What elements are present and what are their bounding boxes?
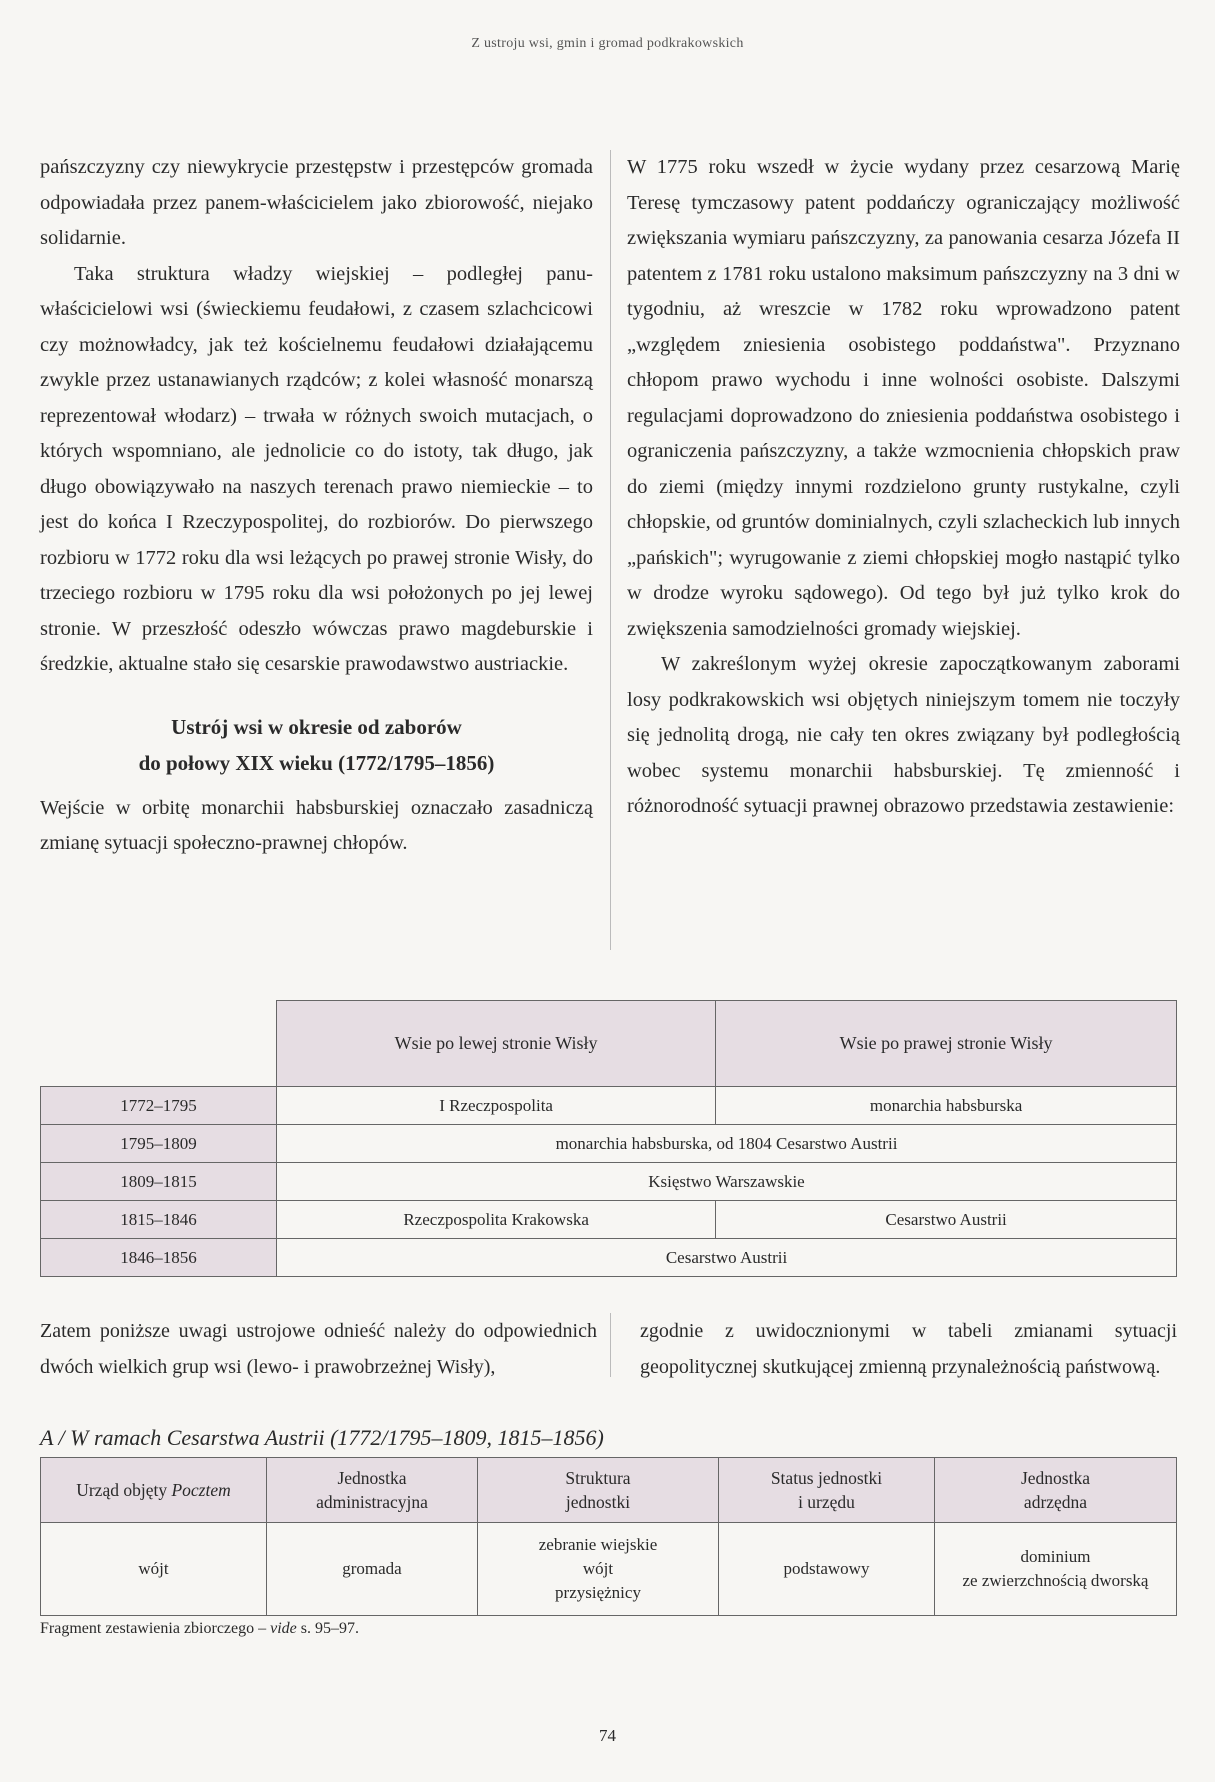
header-status-line2: i urzędu (798, 1492, 855, 1512)
superior-line2: ze zwierzchnością dworską (962, 1571, 1149, 1590)
running-head: Z ustroju wsi, gmin i gromad podkrakowskich (471, 36, 744, 51)
section-a-title: A / W ramach Cesarstwa Austrii (1772/1795–1809, 1815–1856) (40, 1425, 604, 1450)
superior-line1: dominium (1020, 1547, 1091, 1566)
section-heading (40, 709, 593, 781)
caption-text: Fragment zestawienia zbiorczego – (40, 1620, 271, 1637)
table-caption (40, 1620, 359, 1638)
right-column (627, 150, 1180, 825)
table-row (41, 1201, 1177, 1239)
column-divider (610, 150, 611, 950)
header-office (41, 1458, 267, 1523)
header-unit-line1: Jednostka (337, 1468, 407, 1488)
header-superior-line1: Jednostka (1020, 1468, 1091, 1488)
section-heading-line2: do połowy XIX wieku (1772/1795–1856) (138, 750, 495, 775)
header-superior-line2: adrzędna (1023, 1492, 1088, 1512)
header-unit-line2: administracyjna (316, 1492, 428, 1512)
history-table-header (41, 1001, 1177, 1087)
both-banks-cell: Księstwo Warszawskie (277, 1163, 1177, 1201)
bottom-column-divider (610, 1313, 611, 1377)
table-row (41, 1163, 1177, 1201)
structure-line3: przysiężnicy (555, 1583, 641, 1602)
structure-cell (478, 1523, 719, 1616)
header-structure (478, 1458, 719, 1523)
header-unit (267, 1458, 478, 1523)
header-superior (935, 1458, 1177, 1523)
section-heading-line1: Ustrój wsi w okresie od zaborów (171, 714, 462, 739)
caption-italic: vide (270, 1620, 297, 1637)
header-structure-line2: jednostki (565, 1492, 631, 1512)
table-row (41, 1239, 1177, 1277)
period-cell: 1815–1846 (41, 1201, 277, 1239)
status-table-header (41, 1458, 1177, 1523)
both-banks-cell: monarchia habsburska, od 1804 Cesarstwo Austrii (277, 1125, 1177, 1163)
right-bank-cell: monarchia habsburska (716, 1087, 1177, 1125)
status-table (40, 1457, 1177, 1616)
table-row (41, 1523, 1177, 1616)
structure-line1: zebranie wiejskie (538, 1535, 658, 1554)
header-right-bank: Wsie po prawej stronie Wisły (716, 1001, 1177, 1087)
unit-cell: gromada (267, 1523, 478, 1616)
bottom-text-left: Zatem poniższe uwagi ustrojowe odnieść należy do odpowiednich dwóch wielkich grup wsi (lewo- i prawobrzeżnej Wisły), (40, 1320, 597, 1378)
caption-suffix: s. 95–97. (296, 1620, 360, 1637)
header-left-bank: Wsie po lewej stronie Wisły (277, 1001, 716, 1087)
left-paragraph-1: pańszczyzny czy niewykrycie przestępstw i przestępców gromada odpowiadała przez panem-właścicielem jako zbiorowość, niejako solidarnie. (40, 156, 593, 249)
right-bank-cell: Cesarstwo Austrii (716, 1201, 1177, 1239)
right-paragraph-2: W zakreślonym wyżej okresie zapoczątkowanym zaborami losy podkrakowskich wsi objętych niniejszym tomem nie toczyły się jednolitą drogą, nie cały ten okres związany był podległością wobec systemu monarchii habsburskiej. Tę zmienność i różnorodność sytuacji prawnej obrazowo przedstawia zestawienie: (627, 653, 1180, 817)
left-column (40, 150, 593, 862)
period-cell: 1846–1856 (41, 1239, 277, 1277)
header-office-text: Urząd objęty (76, 1480, 172, 1500)
office-cell: wójt (41, 1523, 267, 1616)
header-status-line1: Status jednostki (770, 1468, 883, 1488)
table-row (41, 1087, 1177, 1125)
left-bank-cell: I Rzeczpospolita (277, 1087, 716, 1125)
history-table (40, 1000, 1177, 1277)
history-table-corner (41, 1001, 277, 1087)
right-paragraph-1: W 1775 roku wszedł w życie wydany przez cesarzową Marię Teresę tymczasowy patent poddańczy ograniczający możliwość zwiększania wymiaru pańszczyzny, za panowania cesarza Józefa II patentem z 1781 roku ustalono maksimum pańszczyzny na 3 dni w tygodniu, aż wreszcie w 1782 roku wprowadzono patent „względem zniesienia osobistego poddaństwa". Przyznano chłopom prawo wychodu i inne wolności osobiste. Dalszymi regulacjami doprowadzono do zniesienia poddaństwa osobistego i ograniczenia pańszczyzny, a także wzmocnienia chłopskich praw do ziemi (między innymi rozdzielono grunty rustykalne, czyli chłopskie, od gruntów dominialnych, czyli szlacheckich lub innych „pańskich"; wyrugowanie z ziemi chłopskiej mogło nastąpić tylko w drodze wyroku sądowego). Od tego był już tylko krok do zwiększenia samodzielności gromady wiejskiej. (627, 156, 1180, 640)
left-paragraph-3: Wejście w orbitę monarchii habsburskiej oznaczało zasadniczą zmianę sytuacji społeczno-prawnej chłopów. (40, 796, 593, 854)
left-paragraph-2: Taka struktura władzy wiejskiej – podległej panu-właścicielowi wsi (świeckiemu feudałowi, z czasem szlachcicowi czy możnowładcy, jak też kościelnemu feudałowi działającemu zwykle przez ustanawianych rządców; z kolei własność monarszą reprezentował włodarz) – trwała w różnych swoich mutacjach, o których wspomniano, ale jednolicie co do istoty, tak długo, jak długo obowiązywało na naszych terenach prawo niemieckie – to jest do końca I Rzeczypospolitej, do rozbiorów. Do pierwszego rozbioru w 1772 roku dla wsi leżących po prawej stronie Wisły, do trzeciego rozbioru w 1795 roku dla wsi położonych po jej lewej stronie. W przeszłość odeszło wówczas prawo magdeburskie i średzkie, aktualne stało się cesarskie prawodawstwo austriackie. (40, 262, 593, 675)
bottom-text-right: zgodnie z uwidocznionymi w tabeli zmianami sytuacji geopolitycznej skutkującej zmienną przynależnością państwową. (640, 1320, 1177, 1378)
table-row (41, 1125, 1177, 1163)
page-number: 74 (599, 1726, 616, 1745)
left-bank-cell: Rzeczpospolita Krakowska (277, 1201, 716, 1239)
header-status (719, 1458, 935, 1523)
status-cell: podstawowy (719, 1523, 935, 1616)
period-cell: 1809–1815 (41, 1163, 277, 1201)
superior-cell (935, 1523, 1177, 1616)
structure-line2: wójt (582, 1559, 614, 1578)
header-structure-line1: Struktura (565, 1468, 631, 1488)
header-office-italic: Pocztem (171, 1480, 231, 1500)
period-cell: 1795–1809 (41, 1125, 277, 1163)
both-banks-cell: Cesarstwo Austrii (277, 1239, 1177, 1277)
period-cell: 1772–1795 (41, 1087, 277, 1125)
